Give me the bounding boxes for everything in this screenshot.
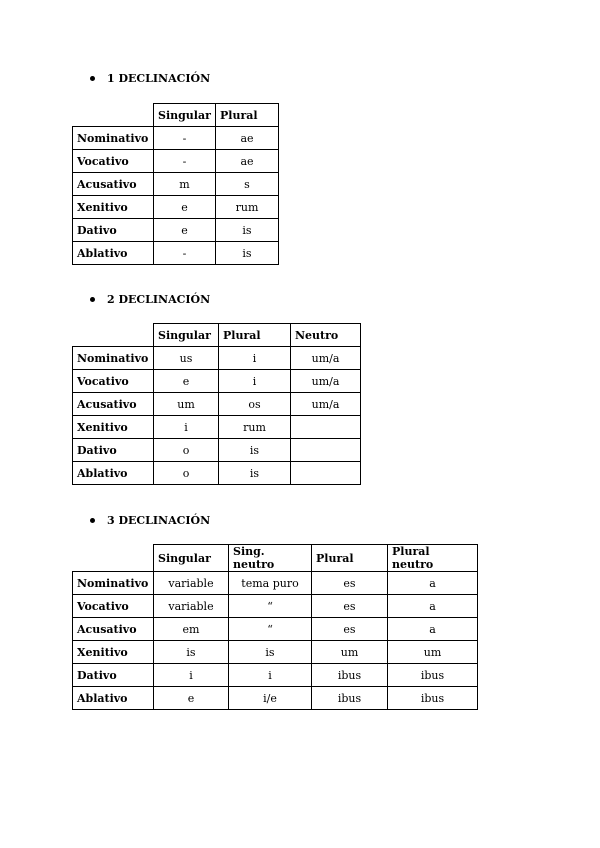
row-label: Vocativo	[73, 150, 154, 173]
table-cell: us	[154, 347, 219, 370]
declension-2-table	[72, 323, 361, 485]
section-1-title: 1 DECLINACIÓN	[107, 72, 211, 85]
table-cell: o	[154, 462, 219, 485]
row-label: Dativo	[73, 219, 154, 242]
table-row	[73, 393, 361, 416]
table-cell: es	[312, 595, 388, 618]
table-row	[73, 462, 361, 485]
table-row	[73, 219, 279, 242]
table-cell: ae	[216, 127, 279, 150]
table-cell: ibus	[312, 687, 388, 710]
table-cell: a	[388, 595, 478, 618]
row-label: Ablativo	[73, 242, 154, 265]
row-label: Vocativo	[73, 370, 154, 393]
table-row	[73, 664, 478, 687]
row-label: Acusativo	[73, 393, 154, 416]
table-cell: is	[219, 462, 291, 485]
section-3-title: 3 DECLINACIÓN	[107, 514, 211, 527]
table-row	[73, 150, 279, 173]
section-2-title: 2 DECLINACIÓN	[107, 293, 211, 306]
table-row	[73, 370, 361, 393]
table-row	[73, 641, 478, 664]
row-label: Ablativo	[73, 462, 154, 485]
table-cell: is	[154, 641, 229, 664]
table-cell: es	[312, 572, 388, 595]
table-cell: um	[154, 393, 219, 416]
row-label: Nominativo	[73, 347, 154, 370]
table-cell: i	[154, 664, 229, 687]
table-cell: ibus	[388, 687, 478, 710]
table-header-row	[73, 545, 478, 572]
table-cell: -	[154, 242, 216, 265]
row-label: Acusativo	[73, 173, 154, 196]
table-row	[73, 347, 361, 370]
table-cell: “	[229, 595, 312, 618]
table-row	[73, 618, 478, 641]
table-cell: em	[154, 618, 229, 641]
header-cell: Singular	[154, 545, 229, 572]
header-cell: Singular	[154, 104, 216, 127]
table-cell: tema puro	[229, 572, 312, 595]
table-cell: is	[229, 641, 312, 664]
section-1-heading	[90, 72, 210, 85]
row-label: Nominativo	[73, 572, 154, 595]
table-cell: s	[216, 173, 279, 196]
row-label: Dativo	[73, 439, 154, 462]
row-label: Xenitivo	[73, 416, 154, 439]
table-row	[73, 439, 361, 462]
table-cell: a	[388, 618, 478, 641]
row-label: Vocativo	[73, 595, 154, 618]
table-row	[73, 242, 279, 265]
header-cell-blank	[73, 104, 154, 127]
row-label: Acusativo	[73, 618, 154, 641]
header-cell: Singular	[154, 324, 219, 347]
header-cell: Sing. neutro	[229, 545, 312, 572]
table-cell: rum	[219, 416, 291, 439]
table-cell: os	[219, 393, 291, 416]
table-row	[73, 416, 361, 439]
table-cell	[291, 439, 361, 462]
table-row	[73, 127, 279, 150]
table-cell: um	[388, 641, 478, 664]
section-2-heading	[90, 293, 210, 306]
table-cell: o	[154, 439, 219, 462]
table-cell: rum	[216, 196, 279, 219]
table-cell: variable	[154, 572, 229, 595]
section-3-heading	[90, 514, 210, 527]
row-label: Ablativo	[73, 687, 154, 710]
table-cell: ibus	[388, 664, 478, 687]
table-cell: ae	[216, 150, 279, 173]
table-cell: a	[388, 572, 478, 595]
bullet-icon	[90, 518, 95, 523]
header-cell-blank	[73, 324, 154, 347]
table-cell: is	[216, 242, 279, 265]
row-label: Nominativo	[73, 127, 154, 150]
table-cell: um/a	[291, 347, 361, 370]
bullet-icon	[90, 297, 95, 302]
header-cell-blank	[73, 545, 154, 572]
table-cell: “	[229, 618, 312, 641]
table-row	[73, 595, 478, 618]
table-row	[73, 173, 279, 196]
table-row	[73, 196, 279, 219]
table-header-row	[73, 324, 361, 347]
table-cell: is	[216, 219, 279, 242]
row-label: Dativo	[73, 664, 154, 687]
table-cell: um/a	[291, 370, 361, 393]
table-cell: um/a	[291, 393, 361, 416]
header-cell: Neutro	[291, 324, 361, 347]
header-cell: Plural	[216, 104, 279, 127]
table-cell: e	[154, 687, 229, 710]
declension-3-table	[72, 544, 478, 710]
table-cell: e	[154, 370, 219, 393]
row-label: Xenitivo	[73, 196, 154, 219]
table-cell: i/e	[229, 687, 312, 710]
table-cell: m	[154, 173, 216, 196]
table-cell: es	[312, 618, 388, 641]
table-row	[73, 687, 478, 710]
table-cell: i	[219, 370, 291, 393]
table-cell: -	[154, 150, 216, 173]
header-cell: Plural	[312, 545, 388, 572]
table-cell: i	[229, 664, 312, 687]
table-cell: i	[219, 347, 291, 370]
table-header-row	[73, 104, 279, 127]
header-cell: Plural neutro	[388, 545, 478, 572]
bullet-icon	[90, 76, 95, 81]
table-cell: is	[219, 439, 291, 462]
table-row	[73, 572, 478, 595]
table-cell: variable	[154, 595, 229, 618]
table-cell: ibus	[312, 664, 388, 687]
table-cell: -	[154, 127, 216, 150]
table-cell: um	[312, 641, 388, 664]
table-cell: e	[154, 196, 216, 219]
table-cell	[291, 462, 361, 485]
table-cell: e	[154, 219, 216, 242]
table-cell: i	[154, 416, 219, 439]
declension-1-table	[72, 103, 279, 265]
table-cell	[291, 416, 361, 439]
header-cell: Plural	[219, 324, 291, 347]
row-label: Xenitivo	[73, 641, 154, 664]
